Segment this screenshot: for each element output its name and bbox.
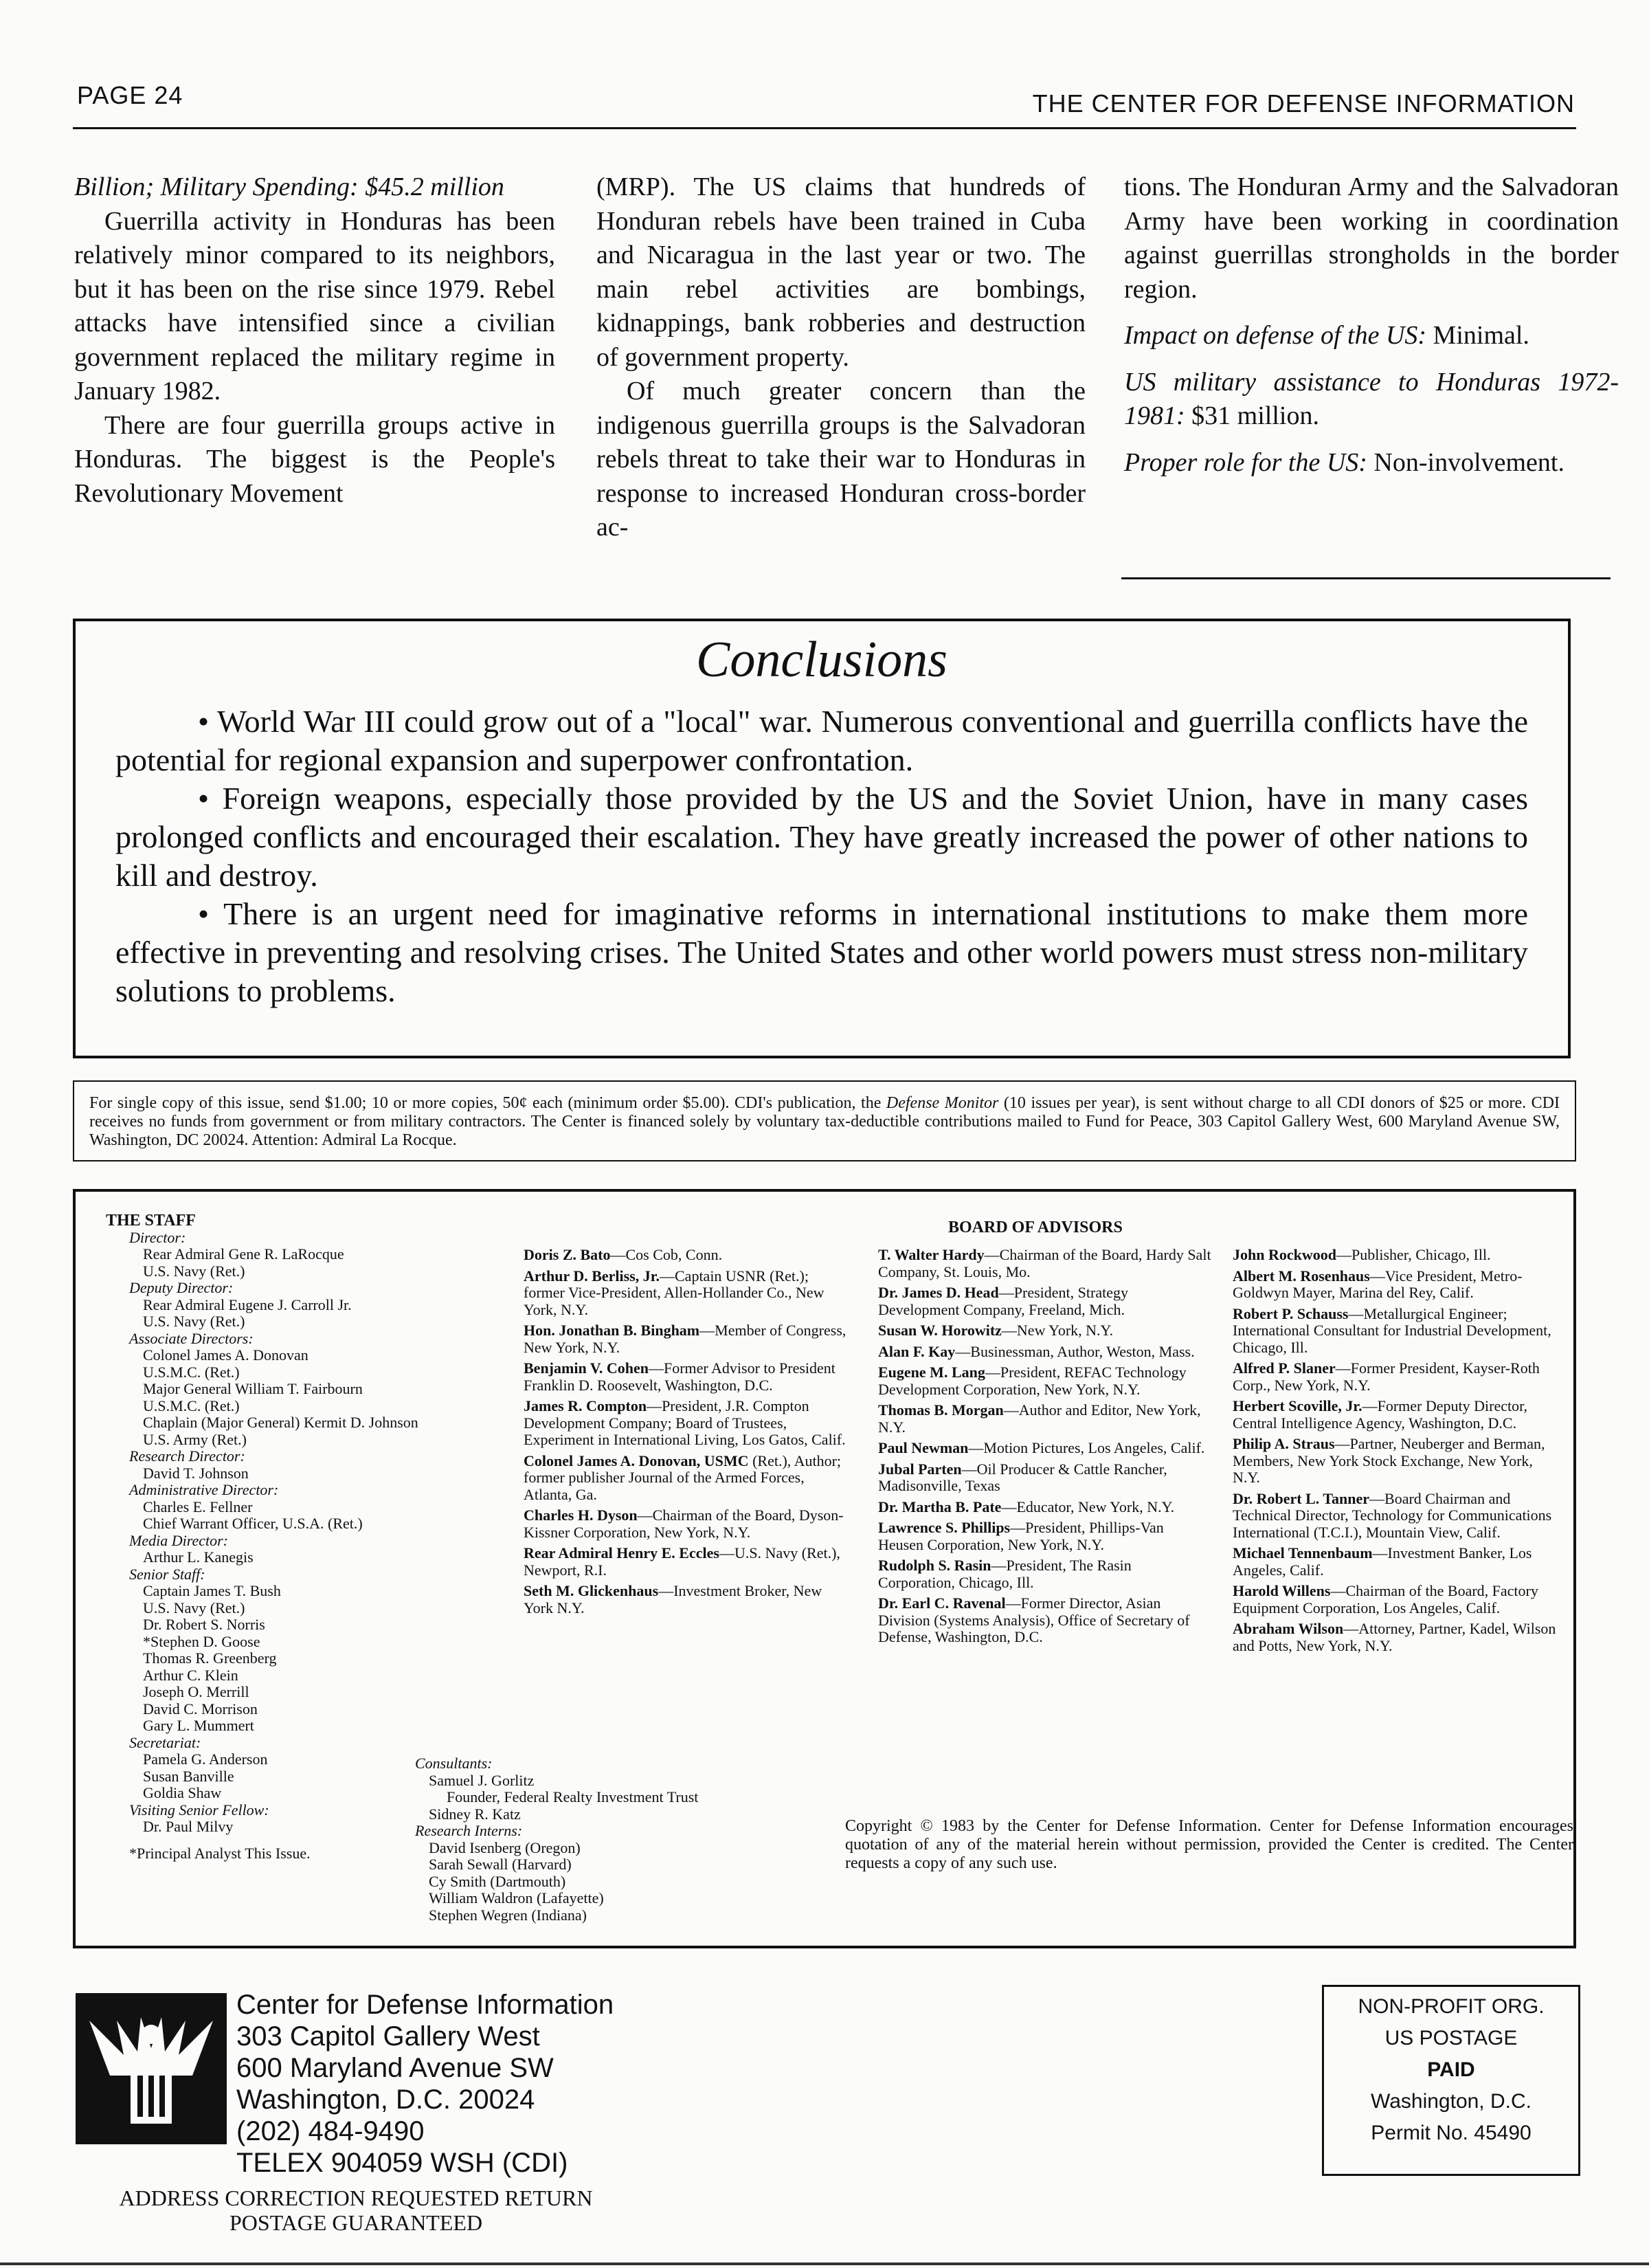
board-member: John Rockwood—Publisher, Chicago, Ill. bbox=[1233, 1246, 1491, 1263]
staff-name: Goldia Shaw bbox=[143, 1784, 222, 1801]
board-member: James R. Compton—President, J.R. Compton Development Company; Board of Trustees, Experiment in International Living, Los Gatos, Calif. bbox=[524, 1397, 846, 1448]
consultants-label: Consultants: bbox=[415, 1755, 493, 1772]
col2-paragraph-2: Of much greater concern than the indigenous guerrilla groups is the Salvadoran rebels threat to take their war to Honduras in response to increased Honduran cross-border ac- bbox=[596, 377, 1086, 542]
admin-label: Administrative Director: bbox=[129, 1481, 279, 1498]
staff-name: David C. Morrison bbox=[143, 1700, 258, 1717]
board-member: Thomas B. Morgan—Author and Editor, New York, N.Y. bbox=[878, 1401, 1201, 1436]
role-line: Proper role for the US: Non-involvement. bbox=[1124, 447, 1564, 477]
board-member: Susan W. Horowitz—New York, N.Y. bbox=[878, 1322, 1114, 1339]
staff-name: Dr. Robert S. Norris bbox=[143, 1616, 265, 1633]
board-member: Paul Newman—Motion Pictures, Los Angeles, Calif. bbox=[878, 1439, 1205, 1456]
board-member: Harold Willens—Chairman of the Board, Factory Equipment Corporation, Los Angeles, Calif. bbox=[1233, 1582, 1538, 1616]
staff-name: David Isenberg (Oregon) bbox=[429, 1838, 581, 1856]
research-label: Research Director: bbox=[129, 1447, 245, 1465]
board-member: Alan F. Kay—Businessman, Author, Weston, Mass. bbox=[878, 1342, 1195, 1360]
staff-name: Founder, Federal Realty Investment Trust bbox=[447, 1788, 699, 1805]
conclusion-bullet-1: • World War III could grow out of a "local" war. Numerous conventional and guerrilla conflicts have the potential for regional expansion and superpower confrontation. bbox=[115, 704, 1528, 777]
postage-permit-box bbox=[1322, 1985, 1580, 2176]
staff-name: Stephen Wegren (Indiana) bbox=[429, 1906, 587, 1924]
return-line: ADDRESS CORRECTION REQUESTED RETURN bbox=[119, 2186, 593, 2210]
staff-name: Arthur L. Kanegis bbox=[143, 1548, 254, 1566]
staff-name: Susan Banville bbox=[143, 1767, 234, 1785]
board-member: Charles H. Dyson—Chairman of the Board, Dyson-Kissner Corporation, New York, N.Y. bbox=[524, 1507, 844, 1541]
order-info-box bbox=[73, 1080, 1576, 1161]
board-member: Benjamin V. Cohen—Former Advisor to President Franklin D. Roosevelt, Washington, D.C. bbox=[524, 1359, 835, 1394]
fellow-label: Visiting Senior Fellow: bbox=[129, 1801, 269, 1819]
board-member: Rear Admiral Henry E. Eccles—U.S. Navy (Ret.), Newport, R.I. bbox=[524, 1544, 840, 1579]
defense-monitor-title: Defense Monitor bbox=[886, 1094, 999, 1112]
staff-name: *Stephen D. Goose bbox=[143, 1632, 260, 1650]
conclusion-bullet-3: • There is an urgent need for imaginative reforms in international institutions to make them more effective in preventing and resolving crises. The United States and other world powers must stress non-military solutions to problems. bbox=[115, 896, 1528, 1008]
secretariat-label: Secretariat: bbox=[129, 1733, 201, 1751]
conclusions-box bbox=[73, 619, 1571, 1058]
staff-name: Sidney R. Katz bbox=[429, 1805, 521, 1823]
staff-name: U.S.M.C. (Ret.) bbox=[143, 1397, 240, 1414]
staff-name: Arthur C. Klein bbox=[143, 1666, 238, 1684]
address-line: 303 Capitol Gallery West bbox=[236, 2021, 540, 2052]
cdi-eagle-logo-icon bbox=[76, 1993, 227, 2144]
order-text-b: (10 issues per year), is sent without charge to all CDI donors of $25 or more. CDI receives no funds from government or from military contractors. The Center is financed solely by voluntary tax-deductible contributions mailed to Fund for Peace, 303 Capitol Gallery West, 600 Maryland Avenue SW, Washington, DC 20024. Attention: Admiral La Rocque. bbox=[89, 1094, 1560, 1149]
staff-name: Samuel J. Gorlitz bbox=[429, 1771, 535, 1789]
staff-heading: THE STAFF bbox=[106, 1212, 196, 1230]
address-line: (202) 484-9490 bbox=[236, 2116, 425, 2146]
staff-name: Captain James T. Bush bbox=[143, 1582, 281, 1599]
return-notice bbox=[74, 2186, 638, 2235]
permit-line: NON-PROFIT ORG. bbox=[1358, 1995, 1545, 2018]
staff-name: Colonel James A. Donovan bbox=[143, 1346, 309, 1364]
column-end-rule bbox=[1121, 577, 1611, 579]
staff-name: Joseph O. Merrill bbox=[143, 1683, 249, 1700]
mailing-address bbox=[236, 1989, 614, 2179]
board-member: Michael Tennenbaum—Investment Banker, Los Angeles, Calif. bbox=[1233, 1544, 1532, 1579]
interns-label: Research Interns: bbox=[415, 1822, 523, 1839]
board-member: Lawrence S. Phillips—President, Phillips-Van Heusen Corporation, New York, N.Y. bbox=[878, 1519, 1164, 1553]
col1-paragraph-1: Guerrilla activity in Honduras has been relatively minor compared to its neighbors, but it has been on the rise since 1979. Rebel attacks have intensified since a civilian government replaced the military regime in January 1982. bbox=[74, 206, 555, 405]
staff-name: David T. Johnson bbox=[143, 1464, 249, 1482]
aid-line: US military assistance to Honduras 1972-1981: $31 million. bbox=[1124, 367, 1619, 430]
board-heading: BOARD OF ADVISORS bbox=[948, 1219, 1123, 1236]
board-member: Albert M. Rosenhaus—Vice President, Metro-Goldwyn Mayer, Marina del Rey, Calif. bbox=[1233, 1267, 1523, 1301]
board-member: Doris Z. Bato—Cos Cob, Conn. bbox=[524, 1246, 723, 1263]
staff-name: Chaplain (Major General) Kermit D. Johnson bbox=[143, 1414, 418, 1431]
staff-name: Gary L. Mummert bbox=[143, 1717, 254, 1734]
staff-name: Rear Admiral Eugene J. Carroll Jr. bbox=[143, 1296, 352, 1313]
deputy-label: Deputy Director: bbox=[129, 1279, 234, 1296]
staff-footnote: *Principal Analyst This Issue. bbox=[129, 1844, 311, 1862]
staff-name: U.S. Navy (Ret.) bbox=[143, 1313, 245, 1330]
senior-label: Senior Staff: bbox=[129, 1565, 205, 1583]
page-number: PAGE 24 bbox=[77, 81, 183, 109]
board-member: Rudolph S. Rasin—President, The Rasin Corporation, Chicago, Ill. bbox=[878, 1557, 1132, 1591]
board-member: Dr. Martha B. Pate—Educator, New York, N.Y. bbox=[878, 1498, 1175, 1515]
staff-name: Cy Smith (Dartmouth) bbox=[429, 1872, 566, 1890]
board-member: Dr. Robert L. Tanner—Board Chairman and Technical Director, Technology for Communications International (T.C.I.), Mountain View, Calif. bbox=[1233, 1489, 1552, 1541]
header-rule bbox=[73, 127, 1576, 129]
staff-name: Pamela G. Anderson bbox=[143, 1750, 268, 1768]
copyright-notice: Copyright © 1983 by the Center for Defense Information. Center for Defense Information encourages quotation of any of the material herein without permission, provided the Center is credited. The Center requests a copy of any such use. bbox=[845, 1817, 1573, 1872]
col3-paragraph-1: tions. The Honduran Army and the Salvadoran Army have been working in coordination against guerrillas strongholds in the border region. bbox=[1124, 173, 1619, 304]
col1-paragraph-2: There are four guerrilla groups active in Honduras. The biggest is the People's Revolutionary Movement bbox=[74, 410, 555, 508]
staff-name: Major General William T. Fairbourn bbox=[143, 1380, 363, 1397]
staff-name: Rear Admiral Gene R. LaRocque bbox=[143, 1245, 344, 1263]
address-line: Washington, D.C. 20024 bbox=[236, 2084, 535, 2115]
staff-name: U.S. Navy (Ret.) bbox=[143, 1599, 245, 1616]
board-member: Robert P. Schauss—Metallurgical Engineer; International Consultant for Industrial Development, Chicago, Ill. bbox=[1233, 1304, 1551, 1356]
conclusion-bullet-2: • Foreign weapons, especially those provided by the US and the Soviet Union, have in many cases prolonged conflicts and encouraged their escalation. They have greatly increased the power of other nations to kill and destroy. bbox=[115, 781, 1528, 893]
conclusions-title: Conclusions bbox=[696, 632, 947, 688]
page-bottom-edge bbox=[0, 2263, 1649, 2265]
article-column-1 bbox=[74, 170, 555, 511]
board-member: Colonel James A. Donovan, USMC (Ret.), Author; former publisher Journal of the Armed Forces, Atlanta, Ga. bbox=[524, 1452, 842, 1503]
board-member: T. Walter Hardy—Chairman of the Board, Hardy Salt Company, St. Louis, Mo. bbox=[878, 1246, 1211, 1280]
order-text-a: For single copy of this issue, send $1.00; 10 or more copies, 50¢ each (minimum order $5.00). CDI's publication, the bbox=[89, 1094, 886, 1112]
staff-name: William Waldron (Lafayette) bbox=[429, 1889, 604, 1906]
publication-title: THE CENTER FOR DEFENSE INFORMATION bbox=[1032, 89, 1575, 118]
board-member: Philip A. Straus—Partner, Neuberger and Berman, Members, New York Stock Exchange, New York, N.Y. bbox=[1233, 1435, 1545, 1486]
board-member: Arthur D. Berliss, Jr.—Captain USNR (Ret.); former Vice-President, Allen-Hollander Co., New York, N.Y. bbox=[524, 1267, 824, 1318]
staff-name: Dr. Paul Milvy bbox=[143, 1818, 234, 1835]
permit-line: Washington, D.C. bbox=[1371, 2090, 1532, 2113]
permit-line: PAID bbox=[1427, 2058, 1475, 2081]
col2-paragraph-1: (MRP). The US claims that hundreds of Honduran rebels have been trained in Cuba and Nicaragua in the last year or two. The main rebel activities are bombings, kidnappings, bank robberies and destruction of government property. bbox=[596, 173, 1086, 372]
board-member: Alfred P. Slaner—Former President, Kayser-Roth Corp., New York, N.Y. bbox=[1233, 1359, 1540, 1394]
consultants-list bbox=[392, 1755, 749, 1924]
col1-lead: Billion; Military Spending: $45.2 million bbox=[74, 173, 504, 201]
address-line: TELEX 904059 WSH (CDI) bbox=[236, 2148, 568, 2178]
return-line: POSTAGE GUARANTEED bbox=[229, 2210, 483, 2235]
board-member: Dr. James D. Head—President, Strategy Development Company, Freeland, Mich. bbox=[878, 1284, 1128, 1318]
address-line: Center for Defense Information bbox=[236, 1990, 614, 2020]
media-label: Media Director: bbox=[129, 1531, 228, 1549]
assoc-label: Associate Directors: bbox=[129, 1329, 254, 1347]
board-column-2 bbox=[878, 1247, 1212, 1650]
board-member: Seth M. Glickenhaus—Investment Broker, New York N.Y. bbox=[524, 1582, 822, 1616]
staff-name: U.S. Army (Ret.) bbox=[143, 1430, 247, 1448]
article-column-3 bbox=[1124, 170, 1619, 480]
director-label: Director: bbox=[129, 1228, 186, 1246]
staff-name: U.S.M.C. (Ret.) bbox=[143, 1363, 240, 1381]
staff-name: U.S. Navy (Ret.) bbox=[143, 1262, 245, 1280]
staff-name: Chief Warrant Officer, U.S.A. (Ret.) bbox=[143, 1515, 363, 1532]
board-member: Eugene M. Lang—President, REFAC Technology Development Corporation, New York, N.Y. bbox=[878, 1364, 1187, 1398]
staff-and-board-box bbox=[73, 1189, 1576, 1948]
board-member: Herbert Scoville, Jr.—Former Deputy Director, Central Intelligence Agency, Washington, D.C. bbox=[1233, 1397, 1528, 1432]
board-member: Jubal Parten—Oil Producer & Cattle Rancher, Madisonville, Texas bbox=[878, 1460, 1167, 1494]
board-column-1 bbox=[524, 1247, 846, 1621]
impact-line: Impact on defense of the US: Minimal. bbox=[1124, 321, 1529, 350]
board-member: Dr. Earl C. Ravenal—Former Director, Asian Division (Systems Analysis), Office of Secretary of Defense, Washington, D.C. bbox=[878, 1594, 1190, 1645]
staff-name: Sarah Sewall (Harvard) bbox=[429, 1856, 572, 1873]
permit-line: US POSTAGE bbox=[1384, 2027, 1518, 2049]
board-member: Hon. Jonathan B. Bingham—Member of Congress, New York, N.Y. bbox=[524, 1322, 846, 1356]
permit-line: Permit No. 45490 bbox=[1371, 2122, 1532, 2144]
board-member: Abraham Wilson—Attorney, Partner, Kadel, Wilson and Potts, New York, N.Y. bbox=[1233, 1620, 1556, 1654]
board-column-3 bbox=[1233, 1247, 1562, 1658]
article-column-2 bbox=[596, 170, 1086, 545]
staff-name: Thomas R. Greenberg bbox=[143, 1649, 277, 1667]
address-line: 600 Maryland Avenue SW bbox=[236, 2053, 554, 2083]
staff-name: Charles E. Fellner bbox=[143, 1498, 253, 1515]
